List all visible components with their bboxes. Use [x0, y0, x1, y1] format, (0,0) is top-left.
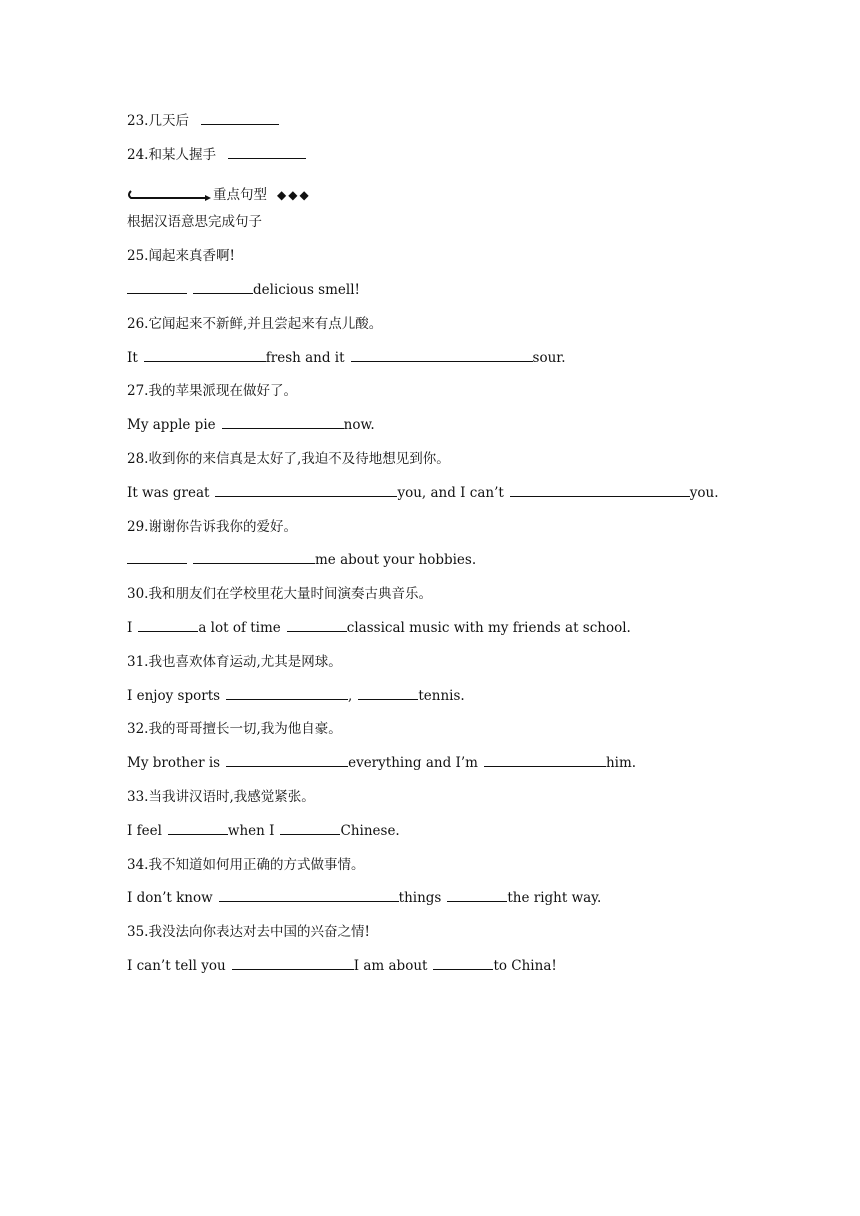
- answer-blank[interactable]: [193, 281, 253, 294]
- item-26-mid: fresh and it: [265, 349, 345, 366]
- item-23-text: 23.几天后: [127, 113, 189, 129]
- item-27-start: My apple pie: [127, 417, 216, 434]
- item-30-answer: [127, 618, 747, 652]
- item-34-prompt: 34.我不知道如何用正确的方式做事情。: [127, 856, 365, 873]
- item-30-mid: a lot of time: [198, 619, 281, 636]
- section-diamond-icons: ◆◆◆: [277, 188, 311, 203]
- answer-blank[interactable]: [201, 112, 279, 125]
- item-23: [127, 111, 747, 145]
- item-33-answer: [127, 821, 747, 855]
- item-35-prompt: 35.我没法向你表达对去中国的兴奋之情!: [127, 924, 370, 941]
- answer-blank[interactable]: [433, 957, 493, 970]
- item-28-start: It was great: [127, 484, 210, 501]
- section-title: 重点句型: [213, 187, 267, 204]
- item-27-prompt: 27.我的苹果派现在做好了。: [127, 383, 297, 400]
- item-24: [127, 145, 747, 179]
- item-33-start: I feel: [127, 822, 162, 839]
- answer-blank[interactable]: [232, 957, 354, 970]
- worksheet: [127, 111, 747, 990]
- item-26-end: sour.: [532, 349, 566, 366]
- item-34-start: I don’t know: [127, 890, 213, 907]
- item-28-answer: [127, 483, 747, 517]
- item-28-mid: you, and I can’t: [397, 484, 504, 501]
- item-35-mid: I am about: [353, 957, 428, 974]
- item-27-answer: [127, 415, 747, 449]
- answer-blank[interactable]: [510, 484, 690, 497]
- item-33-prompt: 33.当我讲汉语时,我感觉紧张。: [127, 788, 315, 805]
- answer-blank[interactable]: [280, 822, 340, 835]
- item-29-end: me about your hobbies.: [315, 552, 477, 569]
- answer-blank[interactable]: [127, 551, 187, 564]
- item-34-end: the right way.: [507, 890, 602, 907]
- answer-blank[interactable]: [226, 754, 348, 767]
- answer-blank[interactable]: [287, 619, 347, 632]
- item-32-end: him.: [605, 755, 637, 772]
- answer-blank[interactable]: [168, 822, 228, 835]
- answer-blank[interactable]: [358, 687, 418, 700]
- item-33-mid: when I: [227, 822, 275, 839]
- item-26-answer: [127, 348, 747, 382]
- item-32-mid: everything and I’m: [348, 755, 478, 772]
- item-30-end: classical music with my friends at school.: [346, 619, 631, 636]
- item-30-start: I: [127, 619, 133, 636]
- answer-blank[interactable]: [219, 889, 399, 902]
- item-25-answer: [127, 280, 747, 314]
- item-35-start: I can’t tell you: [127, 957, 226, 974]
- item-31-mid: ,: [348, 687, 353, 704]
- answer-blank[interactable]: [228, 146, 306, 159]
- item-27-end: now.: [343, 417, 375, 434]
- answer-blank[interactable]: [222, 416, 344, 429]
- item-29-answer: [127, 550, 747, 584]
- instruction: 根据汉语意思完成句子: [127, 214, 262, 231]
- item-35-end: to China!: [493, 957, 557, 974]
- section-arrow-icon: [127, 188, 213, 202]
- item-30-prompt: 30.我和朋友们在学校里花大量时间演奏古典音乐。: [127, 586, 432, 603]
- answer-blank[interactable]: [138, 619, 198, 632]
- item-28-end: you.: [689, 484, 719, 501]
- answer-blank[interactable]: [484, 754, 606, 767]
- item-32-prompt: 32.我的哥哥擅长一切,我为他自豪。: [127, 721, 342, 738]
- answer-blank[interactable]: [127, 281, 187, 294]
- item-25-text: delicious smell!: [253, 281, 360, 298]
- item-35-answer: [127, 956, 747, 990]
- item-34-mid: things: [398, 890, 442, 907]
- item-31-answer: [127, 686, 747, 720]
- answer-blank[interactable]: [351, 349, 533, 362]
- answer-blank[interactable]: [193, 551, 315, 564]
- item-28-prompt: 28.收到你的来信真是太好了,我迫不及待地想见到你。: [127, 450, 450, 467]
- item-26-prompt: 26.它闻起来不新鲜,并且尝起来有点儿酸。: [127, 315, 383, 332]
- answer-blank[interactable]: [215, 484, 397, 497]
- section-header: [127, 179, 747, 213]
- item-31-prompt: 31.我也喜欢体育运动,尤其是网球。: [127, 653, 342, 670]
- answer-blank[interactable]: [144, 349, 266, 362]
- item-34-answer: [127, 888, 747, 922]
- item-26-start: It: [127, 349, 138, 366]
- item-25-prompt: 25.闻起来真香啊!: [127, 248, 235, 265]
- item-31-start: I enjoy sports: [127, 687, 221, 704]
- item-33-end: Chinese.: [340, 822, 400, 839]
- item-31-end: tennis.: [418, 687, 465, 704]
- item-24-text: 24.和某人握手: [127, 146, 216, 163]
- answer-blank[interactable]: [447, 889, 507, 902]
- item-32-start: My brother is: [127, 755, 221, 772]
- item-29-prompt: 29.谢谢你告诉我你的爱好。: [127, 518, 297, 535]
- item-32-answer: [127, 753, 747, 787]
- answer-blank[interactable]: [226, 687, 348, 700]
